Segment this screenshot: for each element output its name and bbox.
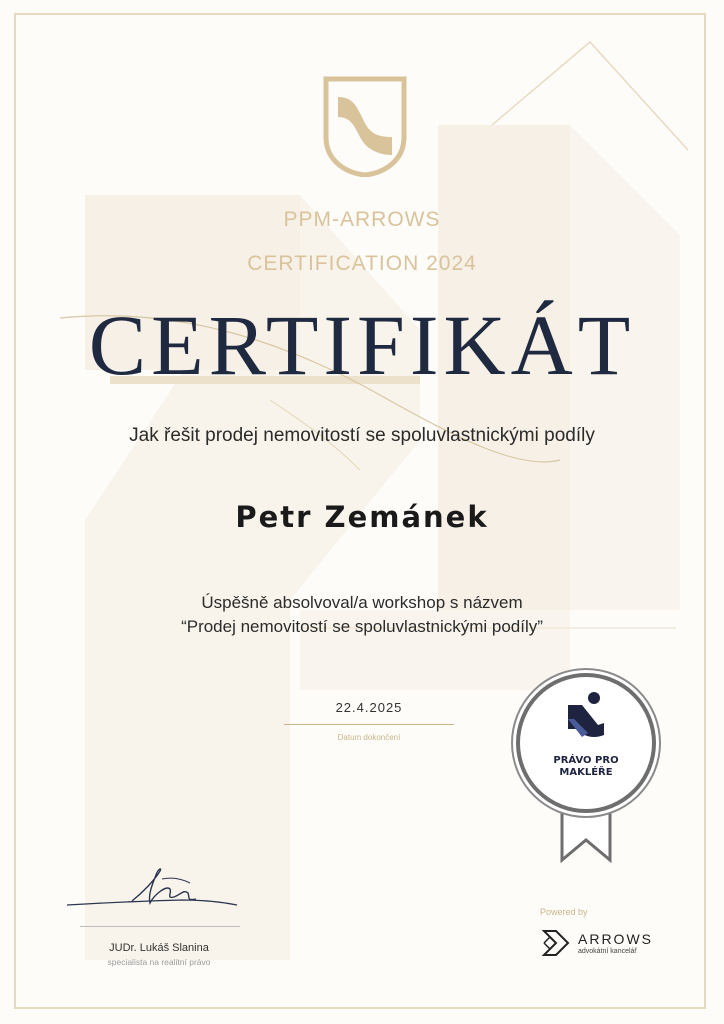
signature-image: [62, 865, 242, 920]
course-title: Jak řešit prodej nemovitostí se spoluvlastnickými podíly: [129, 425, 595, 446]
program-year: CERTIFICATION 2024: [247, 252, 477, 275]
powered-by-label: Powered by: [540, 907, 588, 917]
program-name: PPM-ARROWS: [283, 208, 441, 231]
arrows-logo-icon: [540, 927, 572, 959]
completion-text: Úspěšně absolvoval/a workshop s názvem: [201, 593, 523, 612]
signatory-role: specialista na realitní právo: [107, 957, 211, 967]
completion-date: 22.4.2025: [335, 700, 403, 715]
date-label: Datum dokončení: [337, 733, 401, 742]
sponsor-brand: ARROWS: [578, 931, 653, 947]
signatory-name: JUDr. Lukáš Slanina: [109, 942, 209, 954]
certificate-title: CERTIFIKÁT: [88, 297, 636, 393]
workshop-name: “Prodej nemovitostí se spoluvlastnickými podíly”: [181, 617, 543, 636]
signature-line: [80, 926, 240, 927]
recipient-name: Petr Zemánek: [235, 500, 489, 534]
seal-text-line1: PRÁVO PRO: [553, 755, 619, 766]
seal-badge: [510, 665, 670, 865]
seal-text-line2: MAKLÉŘE: [559, 767, 613, 778]
date-divider: [284, 724, 454, 725]
sponsor-tagline: advokátní kancelář: [578, 948, 637, 955]
crest-logo-icon: [322, 75, 408, 177]
